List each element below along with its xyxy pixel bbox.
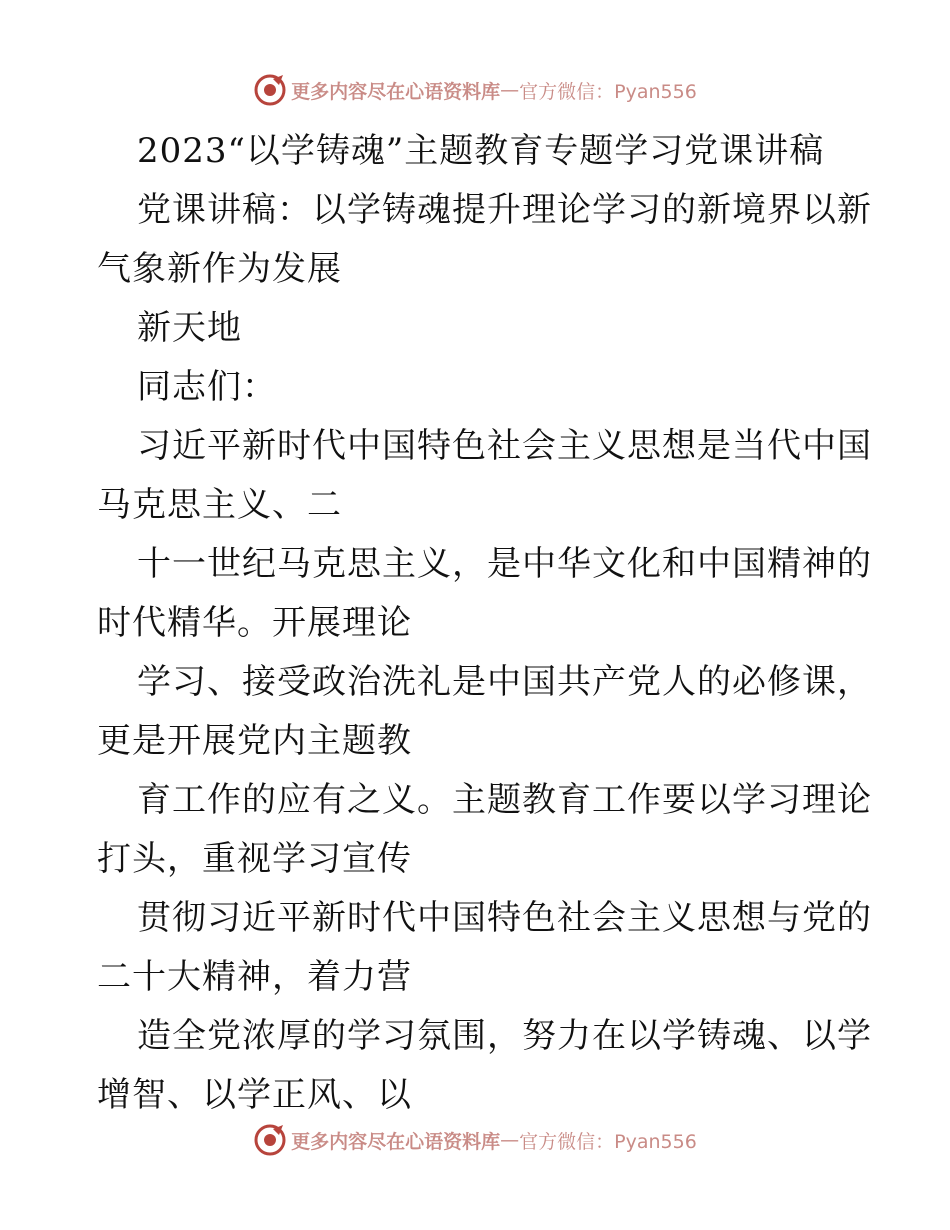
- paragraph-line: 打头，重视学习宣传: [97, 839, 412, 879]
- doc-title: 2023“以学铸魂”主题教育专题学习党课讲稿: [137, 131, 825, 171]
- doc-subtitle-line-2: 气象新作为发展: [97, 249, 342, 289]
- doc-subtitle-line-1: 党课讲稿：以学铸魂提升理论学习的新境界以新: [137, 190, 872, 230]
- paragraph-line: 二十大精神，着力营: [97, 957, 412, 997]
- doc-subtitle-line-3: 新天地: [137, 308, 242, 348]
- footer-banner: [0, 1120, 950, 1160]
- footer-text: 更多内容尽在心语资料库: [291, 1130, 501, 1153]
- paragraph-line: 时代精华。开展理论: [97, 603, 412, 643]
- header-separator: —: [500, 79, 520, 101]
- paragraph-line: 造全党浓厚的学习氛围，努力在以学铸魂、以学: [137, 1016, 872, 1056]
- header-wechat: 官方微信：Pyan556: [519, 80, 697, 103]
- document-body: [97, 122, 872, 1125]
- header-banner: [0, 70, 950, 110]
- paragraph-line: 习近平新时代中国特色社会主义思想是当代中国: [137, 426, 872, 466]
- paragraph-line: 更是开展党内主题教: [97, 721, 412, 761]
- salutation: 同志们：: [137, 367, 277, 407]
- logo-icon: [253, 73, 287, 107]
- footer-wechat: 官方微信：Pyan556: [519, 1130, 697, 1153]
- logo-icon: [253, 1123, 287, 1157]
- paragraph-line: 马克思主义、二: [97, 485, 342, 525]
- paragraph-line: 增智、以学正风、以: [97, 1075, 412, 1115]
- paragraph-line: 十一世纪马克思主义，是中华文化和中国精神的: [137, 544, 872, 584]
- paragraph-line: 贯彻习近平新时代中国特色社会主义思想与党的: [137, 898, 872, 938]
- paragraph-line: 育工作的应有之义。主题教育工作要以学习理论: [137, 780, 872, 820]
- footer-separator: —: [500, 1129, 520, 1151]
- header-text: 更多内容尽在心语资料库: [291, 80, 501, 103]
- paragraph-line: 学习、接受政治洗礼是中国共产党人的必修课，: [137, 662, 872, 702]
